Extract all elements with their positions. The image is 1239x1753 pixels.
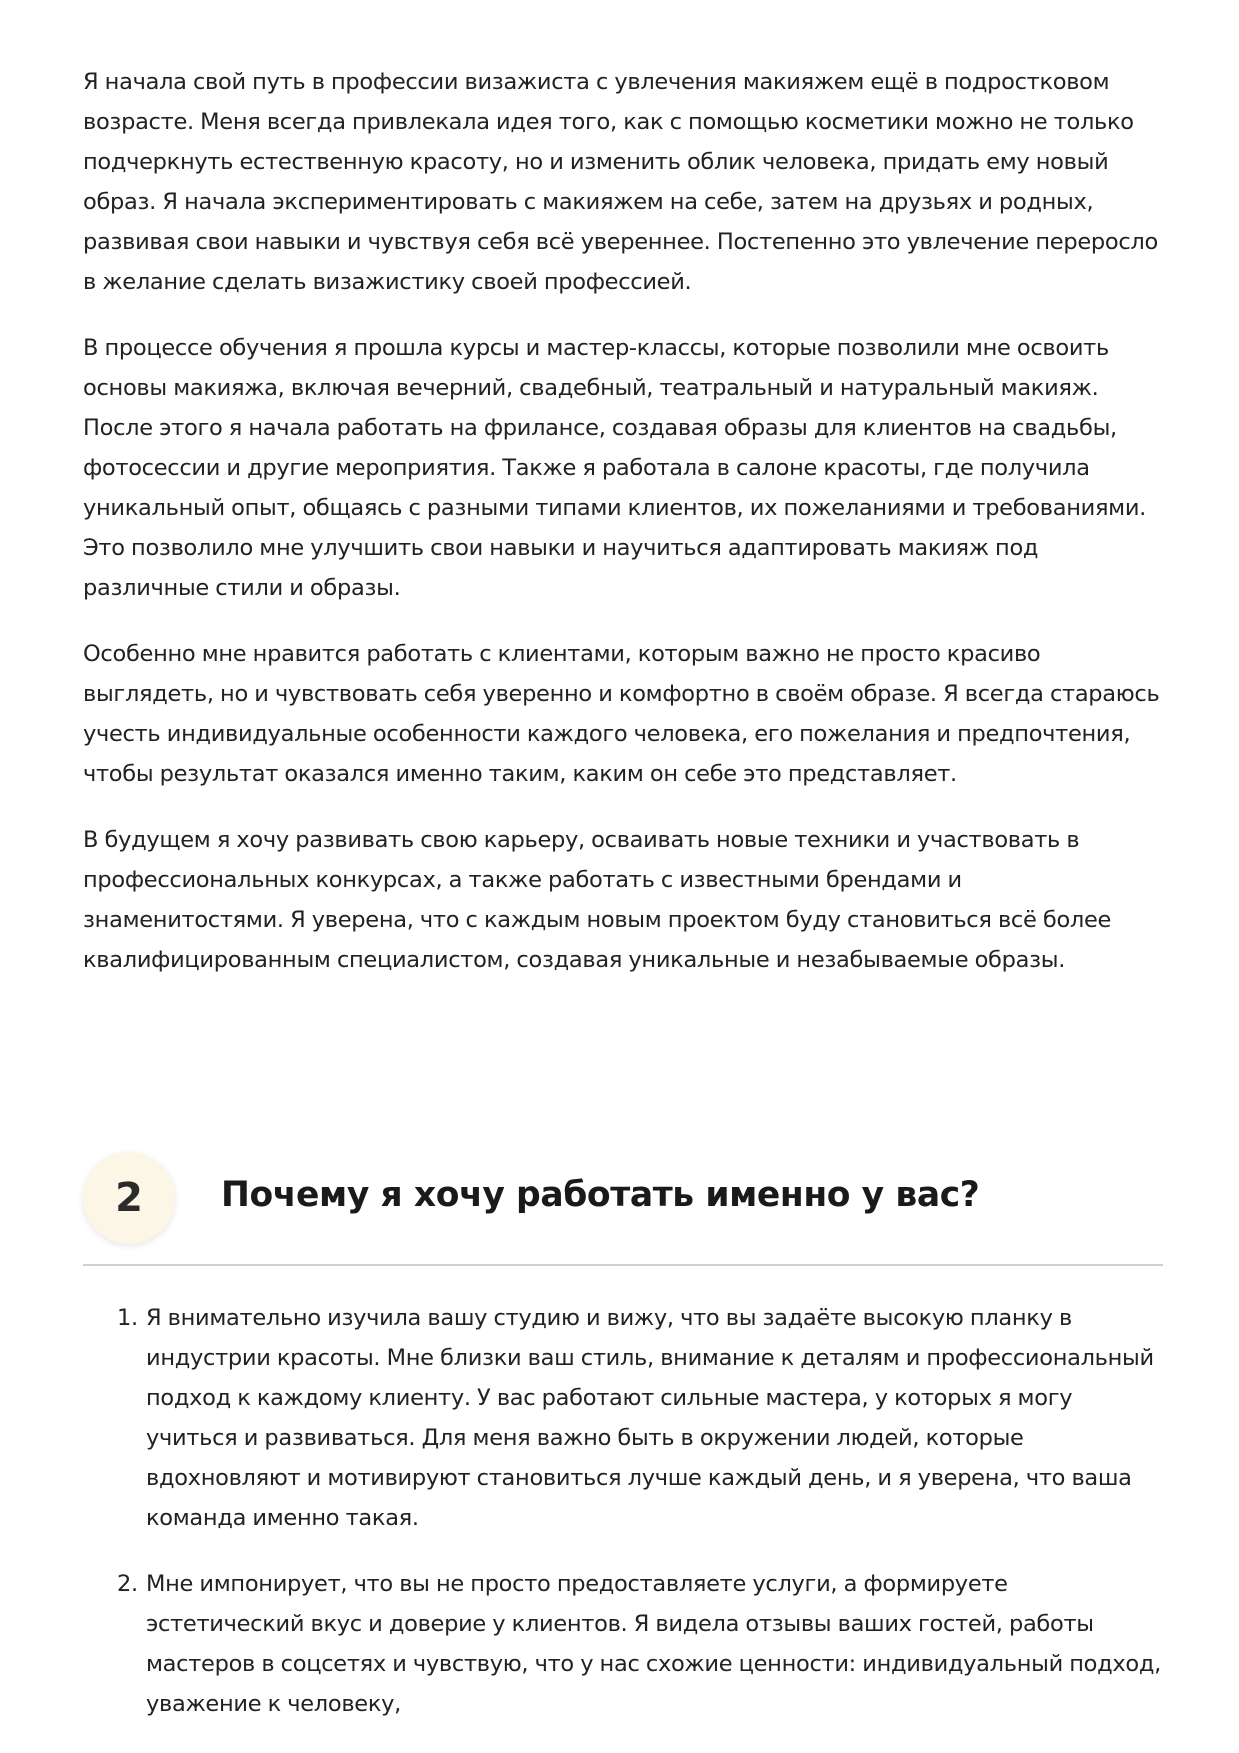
- intro-paragraph-1: Я начала свой путь в профессии визажиста с увлечения макияжем ещё в подростковом возрасте. Меня всегда привлекала идея того, как с помощью косметики можно не только подчеркнуть естественную красоту, но и изменить облик человека, придать ему новый образ. Я начала экспериментировать с макияжем на себе, затем на друзьях и родных, развивая свои навыки и чувствуя себя всё увереннее. Постепенно это увлечение переросло в желание сделать визажистику своей профессией.: [83, 69, 1158, 295]
- list-item: [83, 1298, 1163, 1538]
- intro-paragraph-2: В процессе обучения я прошла курсы и мастер-классы, которые позволили мне освоить основы макияжа, включая вечерний, свадебный, театральный и натуральный макияж. После этого я начала работать на фрилансе, создавая образы для клиентов на свадьбы, фотосессии и другие мероприятия. Также я работала в салоне красоты, где получила уникальный опыт, общаясь с разными типами клиентов, их пожеланиями и требованиями. Это позволило мне улучшить свои навыки и научиться адаптировать макияж под различные стили и образы.: [83, 335, 1147, 601]
- intro-paragraph-3: Особенно мне нравится работать с клиентами, которым важно не просто красиво выглядеть, но и чувствовать себя уверенно и комфортно в своём образе. Я всегда стараюсь учесть индивидуальные особенности каждого человека, его пожелания и предпочтения, чтобы результат оказался именно таким, каким он себе это представляет.: [83, 641, 1160, 787]
- section-2-header: [83, 1148, 1163, 1266]
- intro-paragraph-4: В будущем я хочу развивать свою карьеру, осваивать новые техники и участвовать в профессиональных конкурсах, а также работать с известными брендами и знаменитостями. Я уверена, что с каждым новым проектом буду становиться всё более квалифицированным специалистом, создавая уникальные и незабываемые образы.: [83, 827, 1112, 973]
- section-title: Почему я хочу работать именно у вас?: [221, 1175, 980, 1215]
- document-page: [83, 0, 1163, 1717]
- section-number-badge: 2: [83, 1152, 175, 1244]
- list-item-text: Я внимательно изучила вашу студию и вижу, что вы задаёте высокую планку в индустрии красоты. Мне близки ваш стиль, внимание к деталям и профессиональный подход к каждому клиенту. У вас работают сильные мастера, у которых я могу учиться и развиваться. Для меня важно быть в окружении людей, которые вдохновляют и мотивируют становиться лучше каждый день, и я уверена, что ваша команда именно такая.: [146, 1305, 1154, 1531]
- list-item-number: 1.: [117, 1305, 138, 1331]
- reasons-list: [83, 1298, 1163, 1750]
- list-item-text: Мне импонирует, что вы не просто предоставляете услуги, а формируете эстетический вкус и доверие у клиентов. Я видела отзывы ваших гостей, работы мастеров в соцсетях и чувствую, что у нас схожие ценности: индивидуальный подход, уважение к человеку,: [146, 1571, 1161, 1717]
- list-item: [83, 1564, 1163, 1724]
- list-item-number: 2.: [117, 1571, 138, 1597]
- intro-section: [83, 0, 1163, 980]
